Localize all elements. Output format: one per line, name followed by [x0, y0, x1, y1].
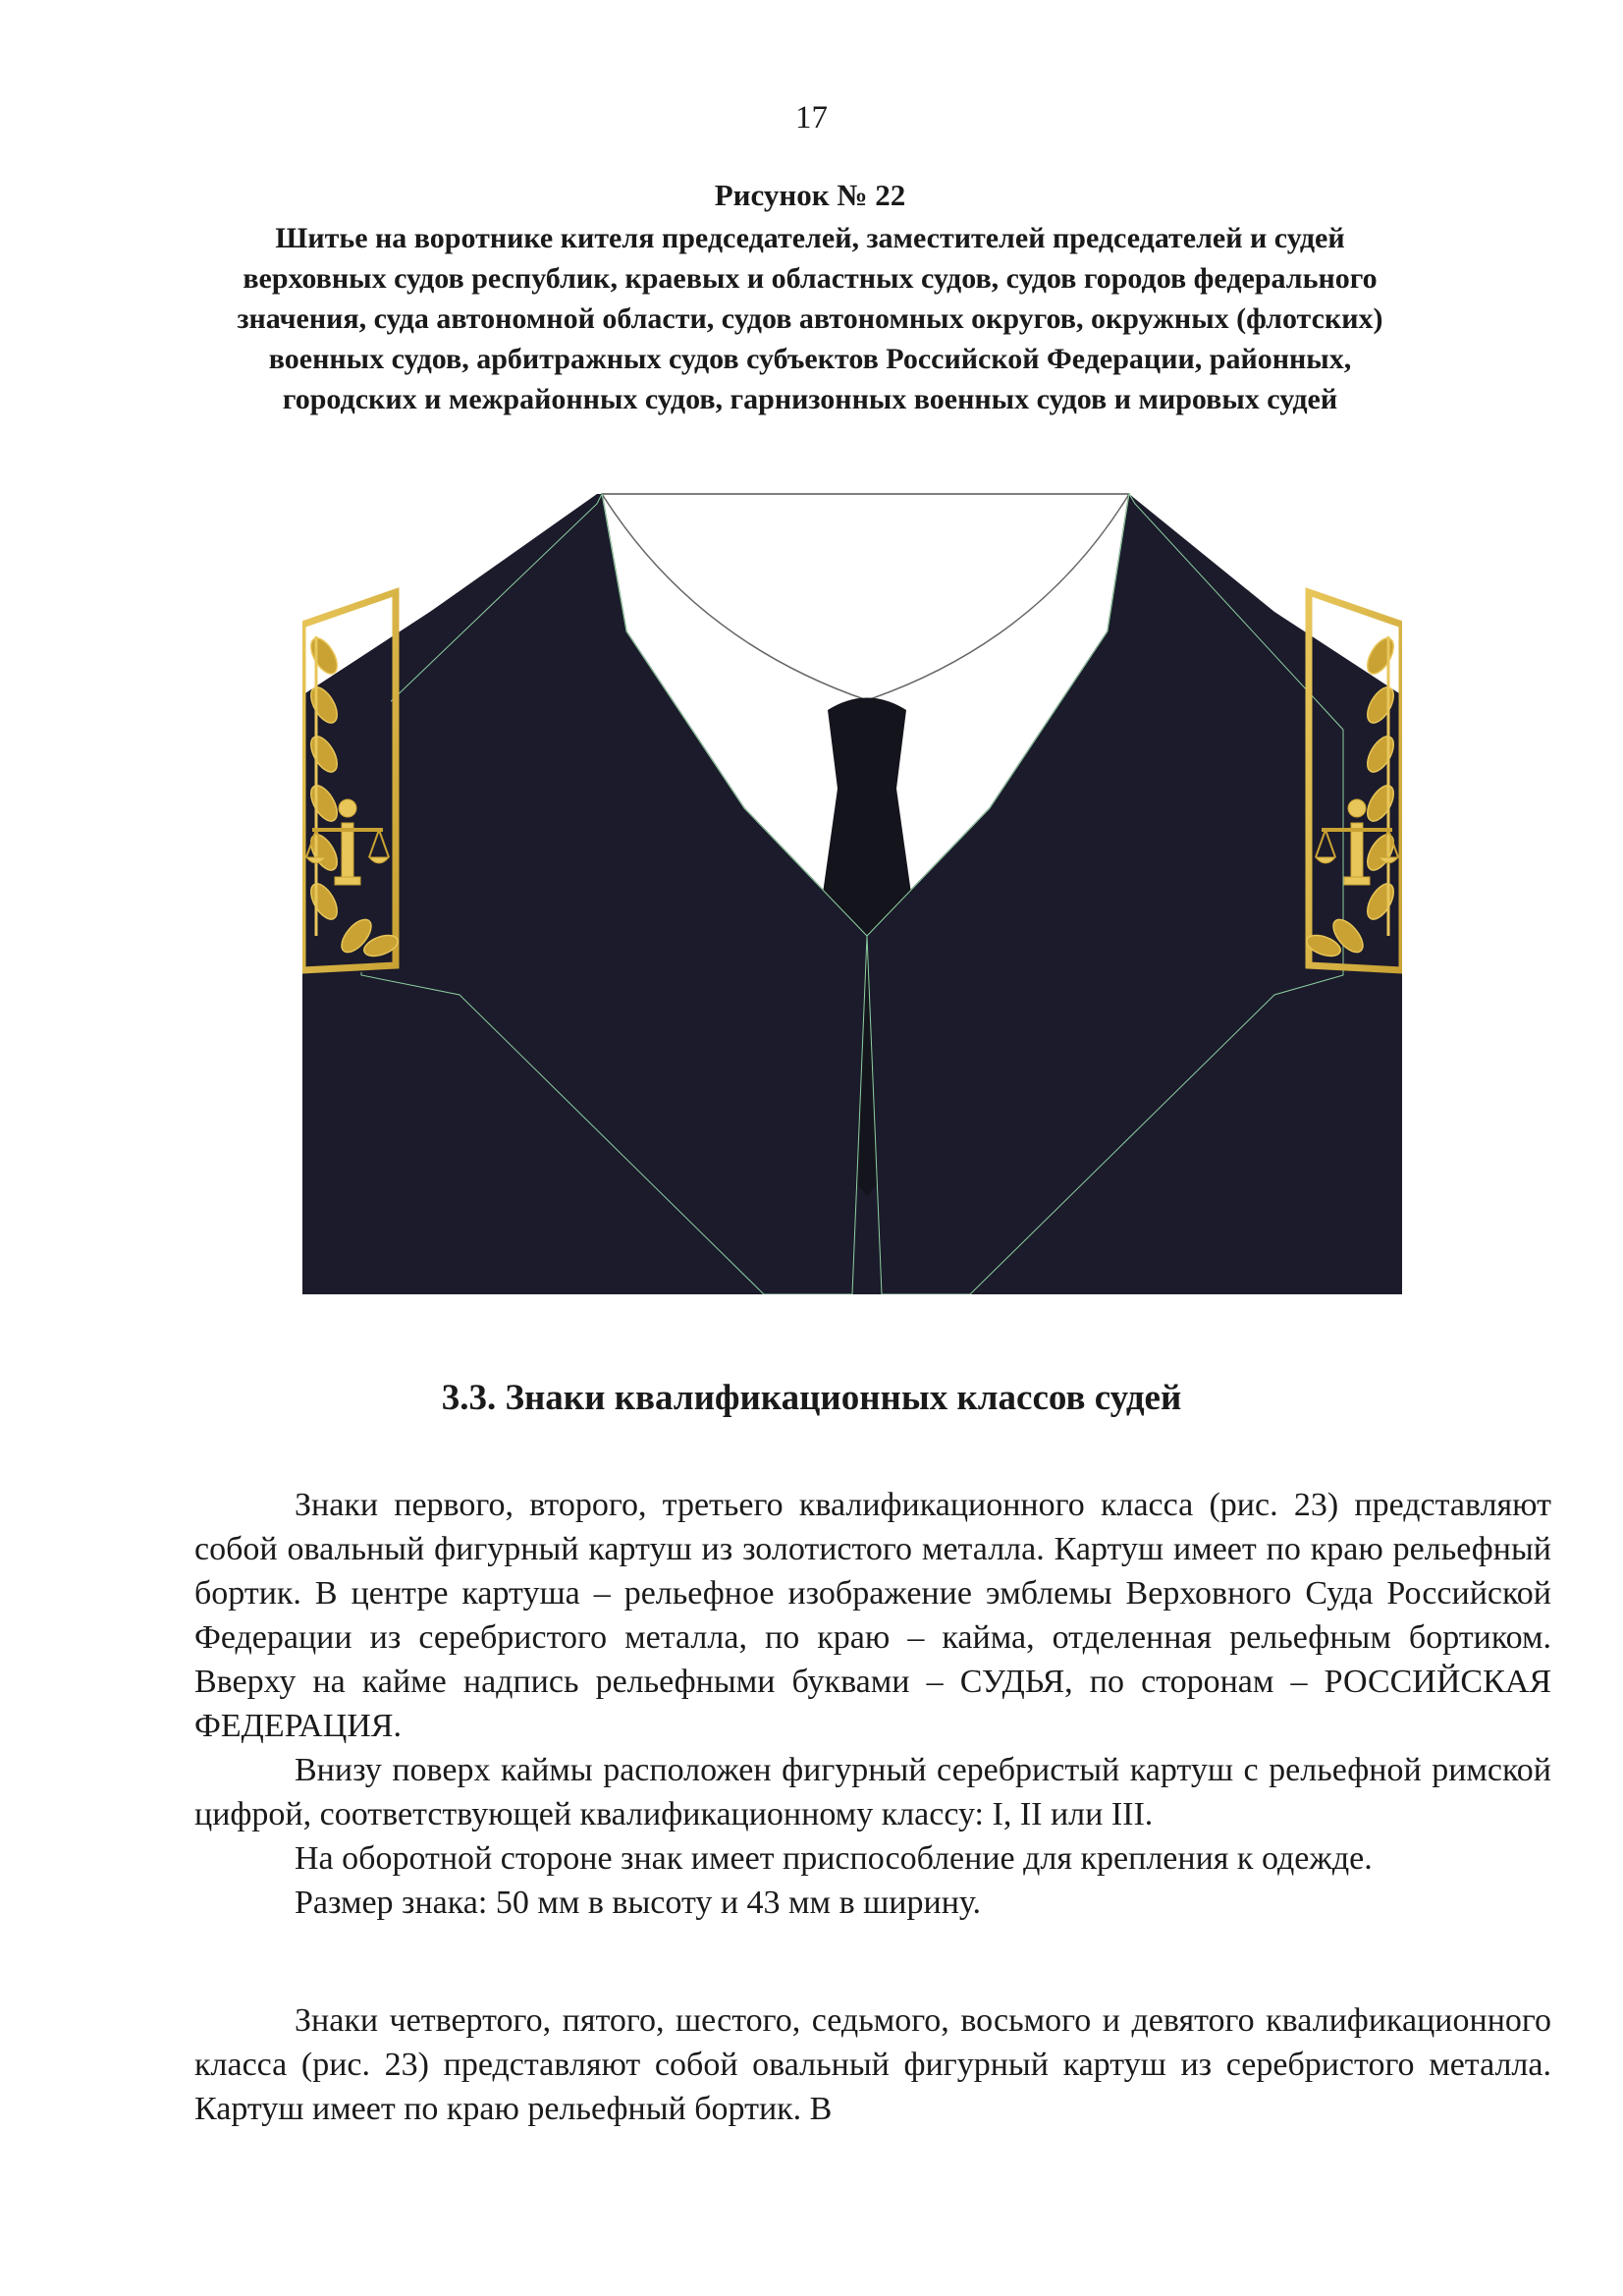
paragraph: Знаки первого, второго, третьего квалификационного класса (рис. 23) представляют собой овальный фигурный картуш из золотистого металла. Картуш имеет по краю рельефный бортик. В центре картуша – рельефное изображение эмблемы Верховного Суда Российской Федерации из серебристого металла, по краю – кайма, отделенная рельефным бортиком. Вверху на кайме надпись рельефными буквами – СУДЬЯ, по сторонам – РОССИЙСКАЯ ФЕДЕРАЦИЯ.: [194, 1487, 1551, 1744]
caption-line: Шитье на воротнике кителя председателей, заместителей председателей и судей: [275, 222, 1345, 254]
collar-embroidery-illustration: [302, 474, 1402, 1294]
caption-line: военных судов, арбитражных судов субъектов Российской Федерации, районных,: [268, 343, 1352, 375]
paragraph: Знаки четвертого, пятого, шестого, седьмого, восьмого и девятого квалификационного класса (рис. 23) представляют собой овальный фигурный картуш из серебристого металла. Картуш имеет по краю рельефный бортик. В: [194, 2002, 1551, 2127]
tie: [828, 698, 906, 790]
body-text-block: [194, 1998, 1551, 2131]
section-heading: 3.3. Знаки квалификационных классов судей: [441, 1378, 1182, 1418]
body-text-block: [194, 1483, 1551, 1925]
figure-number: Рисунок № 22: [714, 178, 906, 212]
paragraph: Внизу поверх каймы расположен фигурный серебристый картуш с рельефной римской цифрой, соответствующей квалификационному классу: I, II или III.: [194, 1752, 1551, 1832]
caption-line: значения, суда автономной области, судов автономных округов, окружных (флотских): [237, 302, 1383, 335]
paragraph: Размер знака: 50 мм в высоту и 43 мм в ширину.: [295, 1885, 981, 1921]
caption-line: городских и межрайонных судов, гарнизонных военных судов и мировых судей: [282, 383, 1338, 415]
page-number: 17: [795, 100, 828, 136]
paragraph: На оборотной стороне знак имеет приспособление для крепления к одежде.: [295, 1840, 1373, 1877]
figure-caption: [226, 175, 1394, 419]
caption-line: верховных судов республик, краевых и областных судов, судов городов федерального: [243, 262, 1378, 295]
